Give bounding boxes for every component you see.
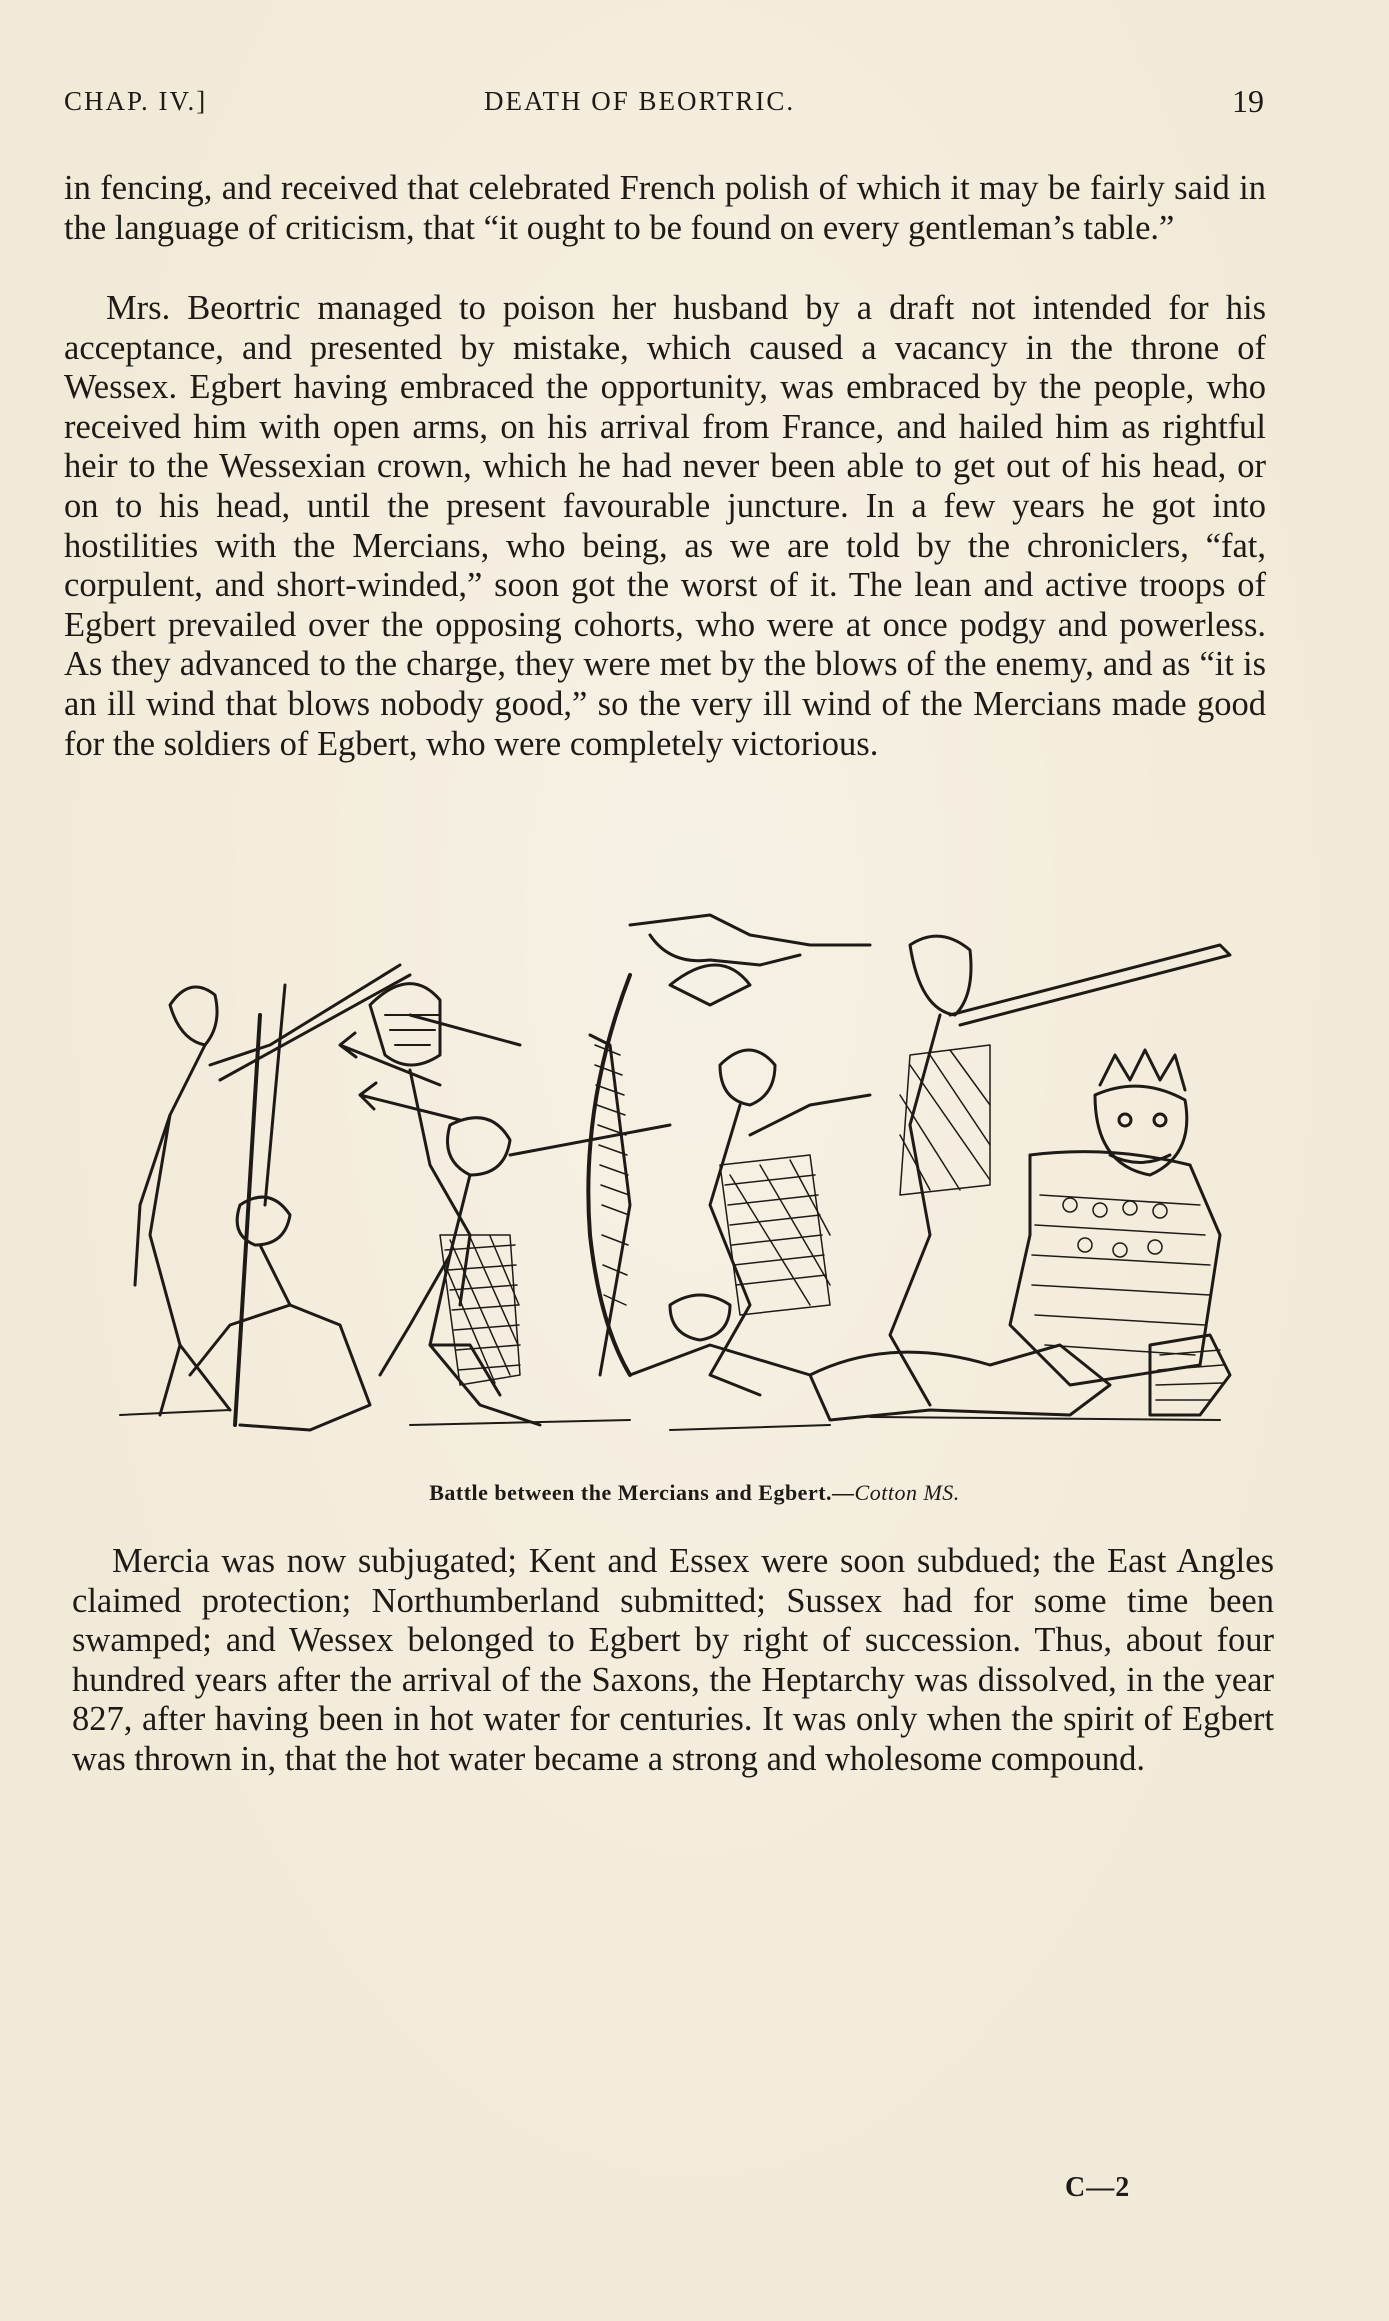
figure-caption — [0, 1480, 1389, 1506]
woodcut-battle-scene-icon — [110, 905, 1240, 1465]
running-head — [64, 83, 1264, 126]
battle-illustration — [110, 905, 1240, 1465]
paragraph-2: Mrs. Beortric managed to poison her husband by a draft not intended for his acceptance, and presented by mistake, which caused a vacancy in the throne of Wessex. Egbert having embraced the opportunity, was embraced by the people, who received him with open arms, on his arrival from France, and hailed him as rightful heir to the Wessexian crown, which he had never been able to get out of his head, or on to his head, until the present favourable juncture. In a few years he got into hostilities with the Mercians, who being, as we are told by the chroniclers, “fat, corpulent, and short-winded,” soon got the worst of it. The lean and active troops of Egbert prevailed over the opposing cohorts, who were at once podgy and powerless. As they advanced to the charge, they were met by the blows of the enemy, and as “it is an ill wind that blows nobody good,” so the very ill wind of the Mercians made good for the soldiers of Egbert, who were completely victorious. — [64, 289, 1266, 763]
page-number: 19 — [1232, 83, 1264, 119]
caption-text: Battle between the Mercians and Egbert.— — [429, 1480, 855, 1505]
running-title: DEATH OF BEORTRIC. — [484, 86, 796, 116]
chapter-label: CHAP. IV.] — [64, 86, 208, 116]
paragraph-1: in fencing, and received that celebrated French polish of which it may be fairly said in the language of criticism, that “it ought to be found on every gentleman’s table.” — [64, 169, 1266, 247]
caption-source: Cotton MS. — [854, 1480, 960, 1505]
paragraph-3: Mercia was now subjugated; Kent and Essex were soon subdued; the East Angles claimed protection; Northumberland submitted; Sussex had for some time been swamped; and Wessex belonged to Egbert by right of succession. Thus, about four hundred years after the arrival of the Saxons, the Heptarchy was dissolved, in the year 827, after having been in hot water for centuries. It was only when the spirit of Egbert was thrown in, that the hot water became a strong and wholesome compound. — [72, 1542, 1274, 1778]
signature-mark: C—2 — [1065, 2172, 1131, 2203]
